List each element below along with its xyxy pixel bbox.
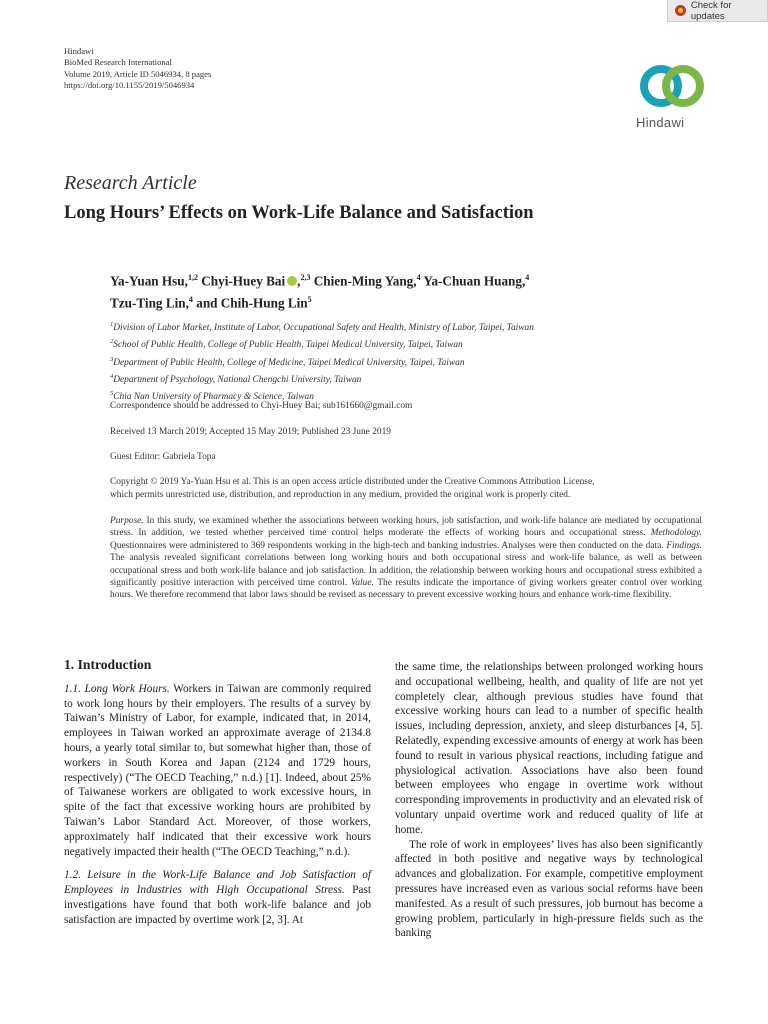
paragraph — [64, 868, 371, 927]
affiliation-text: Department of Psychology, National Chengchi University, Taiwan — [113, 375, 362, 386]
author-sup: 4 — [188, 295, 193, 305]
affiliation-sup: 4 — [110, 372, 114, 380]
paragraph-text: Past investigations have found that both work-life balance and job satisfaction are impacted by overtime work [2, 3]. At — [64, 884, 372, 926]
volume-info: Volume 2019, Article ID 5046934, 8 pages — [64, 68, 212, 79]
paragraph — [64, 682, 371, 860]
publication-dates: Received 13 March 2019; Accepted 15 May 2019; Published 23 June 2019 — [110, 427, 391, 437]
affiliation-text: Chia Nan University of Pharmacy & Science, Taiwan — [113, 392, 314, 403]
author-sup: 1,2 — [187, 273, 198, 282]
author-list: Ya-Yuan Hsu,$^{1,2}$ Chyi-Huey Bai ,$^{2,3}$ Chien-Ming Yang,$^4$ Ya-Chuan Huang,$^4$ Tzu-Ting Lin,$^4$ and Chih-Hung Lin$^5$ — [110, 273, 530, 311]
affiliation-sup: 5 — [110, 390, 114, 398]
orcid-icon[interactable] — [287, 276, 297, 286]
affiliations — [110, 318, 534, 405]
abstract-findings-label: Findings. — [666, 540, 702, 551]
journal-header — [64, 46, 211, 91]
copyright-line: which permits unrestricted use, distribution, and reproduction in any medium, provided the original work is properly cited. — [110, 490, 571, 500]
subsection-label: 1.2. Leisure in the Work-Life Balance and Job Satisfaction of Employees in Industries with High Occupational Stress. — [64, 869, 371, 897]
author-name: Tzu-Ting Lin, — [110, 295, 189, 311]
section-heading: 1. Introduction — [64, 657, 152, 672]
abstract — [110, 515, 702, 602]
author-sup: 5 — [307, 295, 312, 305]
copyright-line: Copyright © 2019 Ya-Yuan Hsu et al. This is an open access article distributed under the Creative Commons Attribution License, — [110, 477, 595, 487]
affiliation-item — [110, 353, 534, 370]
affiliation-text: School of Public Health, College of Public Health, Taipei Medical University, Taipei, Taiwan — [113, 340, 463, 351]
paragraph: the same time, the relationships between prolonged working hours and occupational wellbeing, health, and quality of life are not yet completely clear, although previous studies have found that excessive working hours can lead to a number of specific health issues, including depression, anxiety, and sleep disturbances [4, 5]. Relatedly, expending excessive amounts of energy at work has been found to result in various physical reactions, including fatigue and physiological activation. Associations have also been found between employees who engage in overtime work without corresponding improvements in productivity and an elevated risk of voluntary unpaid overtime work and reduced quality of life at home. — [395, 661, 703, 836]
author-sup: 4 — [525, 273, 530, 282]
abstract-methodology: Questionnaires were administered to 369 respondents working in the high-tech and banking industries. Analyses were then conducted on the data. — [110, 540, 667, 551]
article-type: Research Article — [64, 172, 197, 194]
affiliation-item — [110, 335, 534, 352]
left-column — [64, 658, 371, 928]
affiliation-text: Division of Labor Market, Institute of Labor, Occupational Safety and Health, Ministry of Labor, Taipei, Taiwan — [113, 323, 534, 334]
hindawi-logo-text: Hindawi — [636, 115, 685, 130]
publisher-name: Hindawi — [64, 46, 94, 56]
author-sup: 2,3 — [300, 273, 311, 282]
correspondence: Correspondence should be addressed to Chyi-Huey Bai; sub161660@gmail.com — [110, 401, 413, 411]
doi-link[interactable]: https://doi.org/10.1155/2019/5046934 — [64, 79, 195, 90]
author-name: and Chih-Hung Lin — [196, 295, 308, 311]
abstract-value-label: Value. — [350, 578, 374, 589]
affiliation-sup: 3 — [110, 355, 114, 363]
affiliation-item — [110, 318, 534, 335]
check-for-updates-button[interactable] — [667, 0, 768, 22]
affiliation-text: Department of Public Health, College of Medicine, Taipei Medical University, Taipei, Taiwan — [113, 357, 465, 368]
paragraph-text: Workers in Taiwan are commonly required to work long hours by their employers. The results of a survey by Taiwan’s Ministry of Labor, for example, indicated that, in 2014, employees in Taiwan worked an approximate average of 2134.8 hours, a yearly total similar to, but somewhat higher than, those of workers in South Korea and Japan (2124 and 1729 hours, respectively) (“The OECD Teaching,” n.d.) [1]. Indeed, about 25% of Taiwanese workers are obligated to work excessive hours, in spite of the fact that excessive working hours are prohibited by Taiwan’s Labor Standard Act. Moreover, of those workers, approximately half indicated that their excessive work hours negatively impacted their health (“The OECD Teaching,” n.d.). — [64, 682, 371, 858]
abstract-value: The results indicate the importance of giving workers greater control over working hours. We therefore recommend that labor laws should be revised as necessary to prevent excessive working hours and enhance work-time flexibility. — [110, 578, 702, 601]
article-title: Long Hours’ Effects on Work-Life Balance and Satisfaction — [64, 203, 534, 223]
affiliation-item — [110, 370, 534, 387]
affiliation-sup: 1 — [110, 321, 114, 328]
author-name: Ya-Yuan Hsu, — [110, 273, 188, 289]
abstract-purpose: In this study, we examined whether the associations between working hours, job satisfaction, and work-life balance are mediated by occupational stress. In addition, we tested whether perceived time control helps moderate the effects of working hours and occupational stress. — [110, 516, 702, 539]
author-sup: 4 — [416, 273, 421, 282]
right-column — [395, 660, 703, 941]
abstract-findings: The analysis revealed significant correlations between long working hours and both occupational stress and work-life balance, as well as between occupational stress and both work-life balance and job satisfaction. In addition, the relationship between working hours and occupational stress exhibited a significantly positive interaction with perceived time control. — [110, 553, 702, 589]
subsection-label: 1.1. Long Work Hours. — [64, 682, 170, 695]
check-for-updates-label: Check for updates — [690, 0, 732, 22]
copyright — [110, 476, 594, 502]
crossmark-icon — [675, 5, 686, 16]
author-name: Ya-Chuan Huang, — [423, 273, 526, 289]
author-name: Chyi-Huey Bai — [201, 273, 286, 289]
guest-editor: Guest Editor: Gabriela Topa — [110, 452, 216, 462]
abstract-purpose-label: Purpose. — [110, 516, 144, 526]
author-name: Chien-Ming Yang, — [313, 273, 417, 289]
affiliation-sup: 2 — [110, 338, 114, 346]
paragraph: The role of work in employees’ lives has also been significantly affected in both positive and negative ways by technological advances and globalization. For example, competitive employment pressures have increased even as various social reforms have been manifested. As a result of such pressures, job burnout has become a growing problem, particularly in high-pressure fields such as the banking — [395, 838, 703, 940]
abstract-methodology-label: Methodology. — [650, 528, 702, 539]
journal-name: BioMed Research International — [64, 57, 172, 68]
hindawi-logo-icon — [634, 60, 710, 112]
